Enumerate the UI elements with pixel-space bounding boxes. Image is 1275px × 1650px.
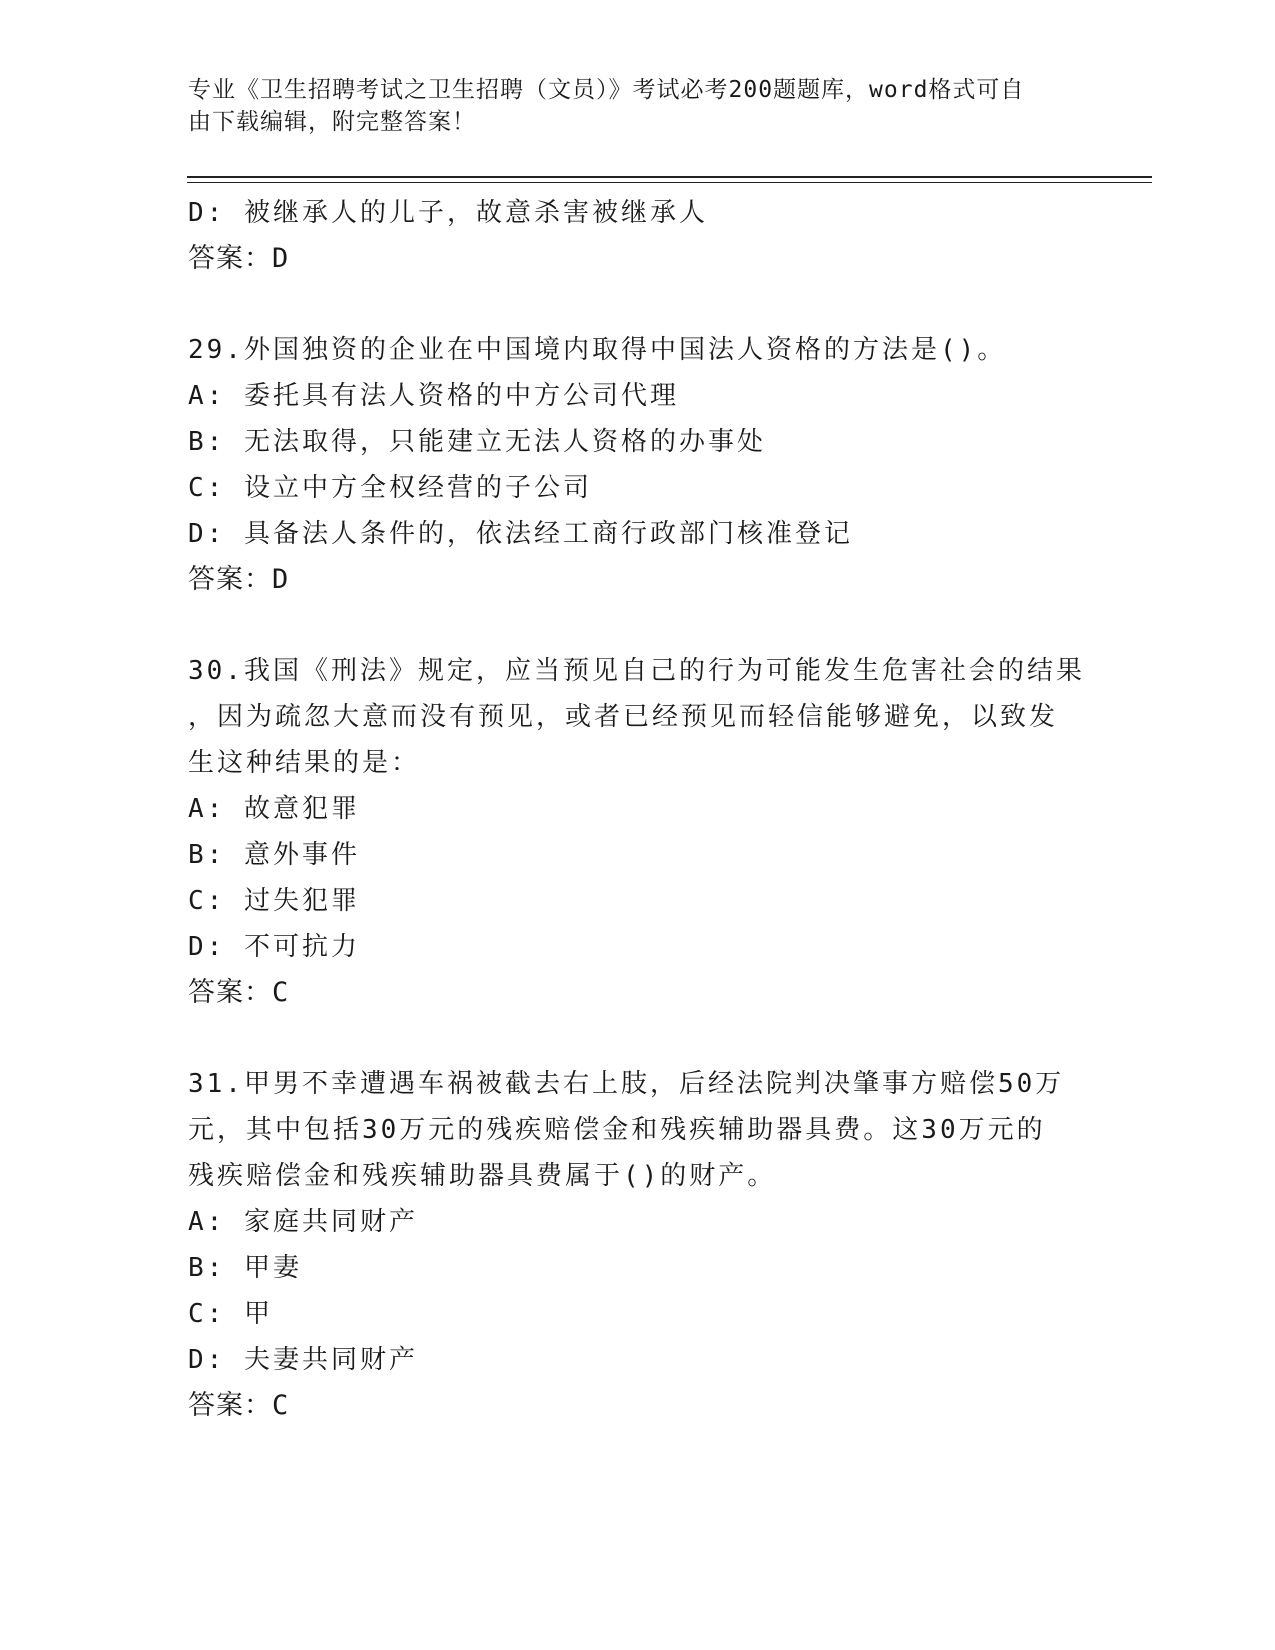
- spacer: [188, 282, 1088, 327]
- header-line-2: 由下载编辑，附完整答案！: [188, 109, 476, 135]
- option-c: C: 设立中方全权经营的子公司: [188, 473, 592, 503]
- option-c: C: 过失犯罪: [188, 886, 360, 916]
- header-rule-thin: [187, 182, 1152, 183]
- header-rule-thick: [187, 176, 1152, 178]
- question-stem-line: 生这种结果的是：: [188, 748, 421, 778]
- answer-line: 答案：D: [188, 564, 290, 595]
- option-a: A: 委托具有法人资格的中方公司代理: [188, 381, 679, 411]
- question-30: [188, 648, 1088, 1016]
- option-a: A: 家庭共同财产: [188, 1207, 418, 1237]
- document-header: [188, 74, 1068, 138]
- answer-line: 答案：D: [188, 243, 290, 274]
- spacer: [188, 603, 1088, 648]
- question-content: [188, 190, 1088, 1429]
- option-a: A: 故意犯罪: [188, 794, 360, 824]
- question-stem-line: 31.甲男不幸遭遇车祸被截去右上肢，后经法院判决肇事方赔偿50万: [188, 1069, 1065, 1099]
- option-d: D: 不可抗力: [188, 932, 360, 962]
- answer-line: 答案：C: [188, 977, 290, 1008]
- question-stem-line: 残疾赔偿金和残疾辅助器具费属于()的财产。: [188, 1161, 777, 1191]
- question-29: [188, 327, 1088, 603]
- option-d: D: 具备法人条件的，依法经工商行政部门核准登记: [188, 519, 853, 549]
- header-line-1: 专业《卫生招聘考试之卫生招聘（文员）》考试必考200题题库，word格式可自: [188, 77, 1025, 103]
- option-b: B: 无法取得，只能建立无法人资格的办事处: [188, 427, 766, 457]
- option-c: C: 甲: [188, 1299, 273, 1329]
- spacer: [188, 1016, 1088, 1061]
- question-stem-line: ，因为疏忽大意而没有预见，或者已经预见而轻信能够避免，以致发: [188, 702, 1059, 732]
- question-stem-line: 元，其中包括30万元的残疾赔偿金和残疾辅助器具费。这30万元的: [188, 1115, 1046, 1145]
- continued-question: [188, 190, 1088, 282]
- answer-line: 答案：C: [188, 1390, 290, 1421]
- question-31: [188, 1061, 1088, 1429]
- question-stem-line: 29.外国独资的企业在中国境内取得中国法人资格的方法是()。: [188, 335, 1007, 365]
- option-d: D: 夫妻共同财产: [188, 1345, 418, 1375]
- option-b: B: 意外事件: [188, 840, 360, 870]
- option-b: B: 甲妻: [188, 1253, 302, 1283]
- question-stem-line: 30.我国《刑法》规定，应当预见自己的行为可能发生危害社会的结果: [188, 656, 1085, 686]
- option-d: D: 被继承人的儿子，故意杀害被继承人: [188, 198, 708, 228]
